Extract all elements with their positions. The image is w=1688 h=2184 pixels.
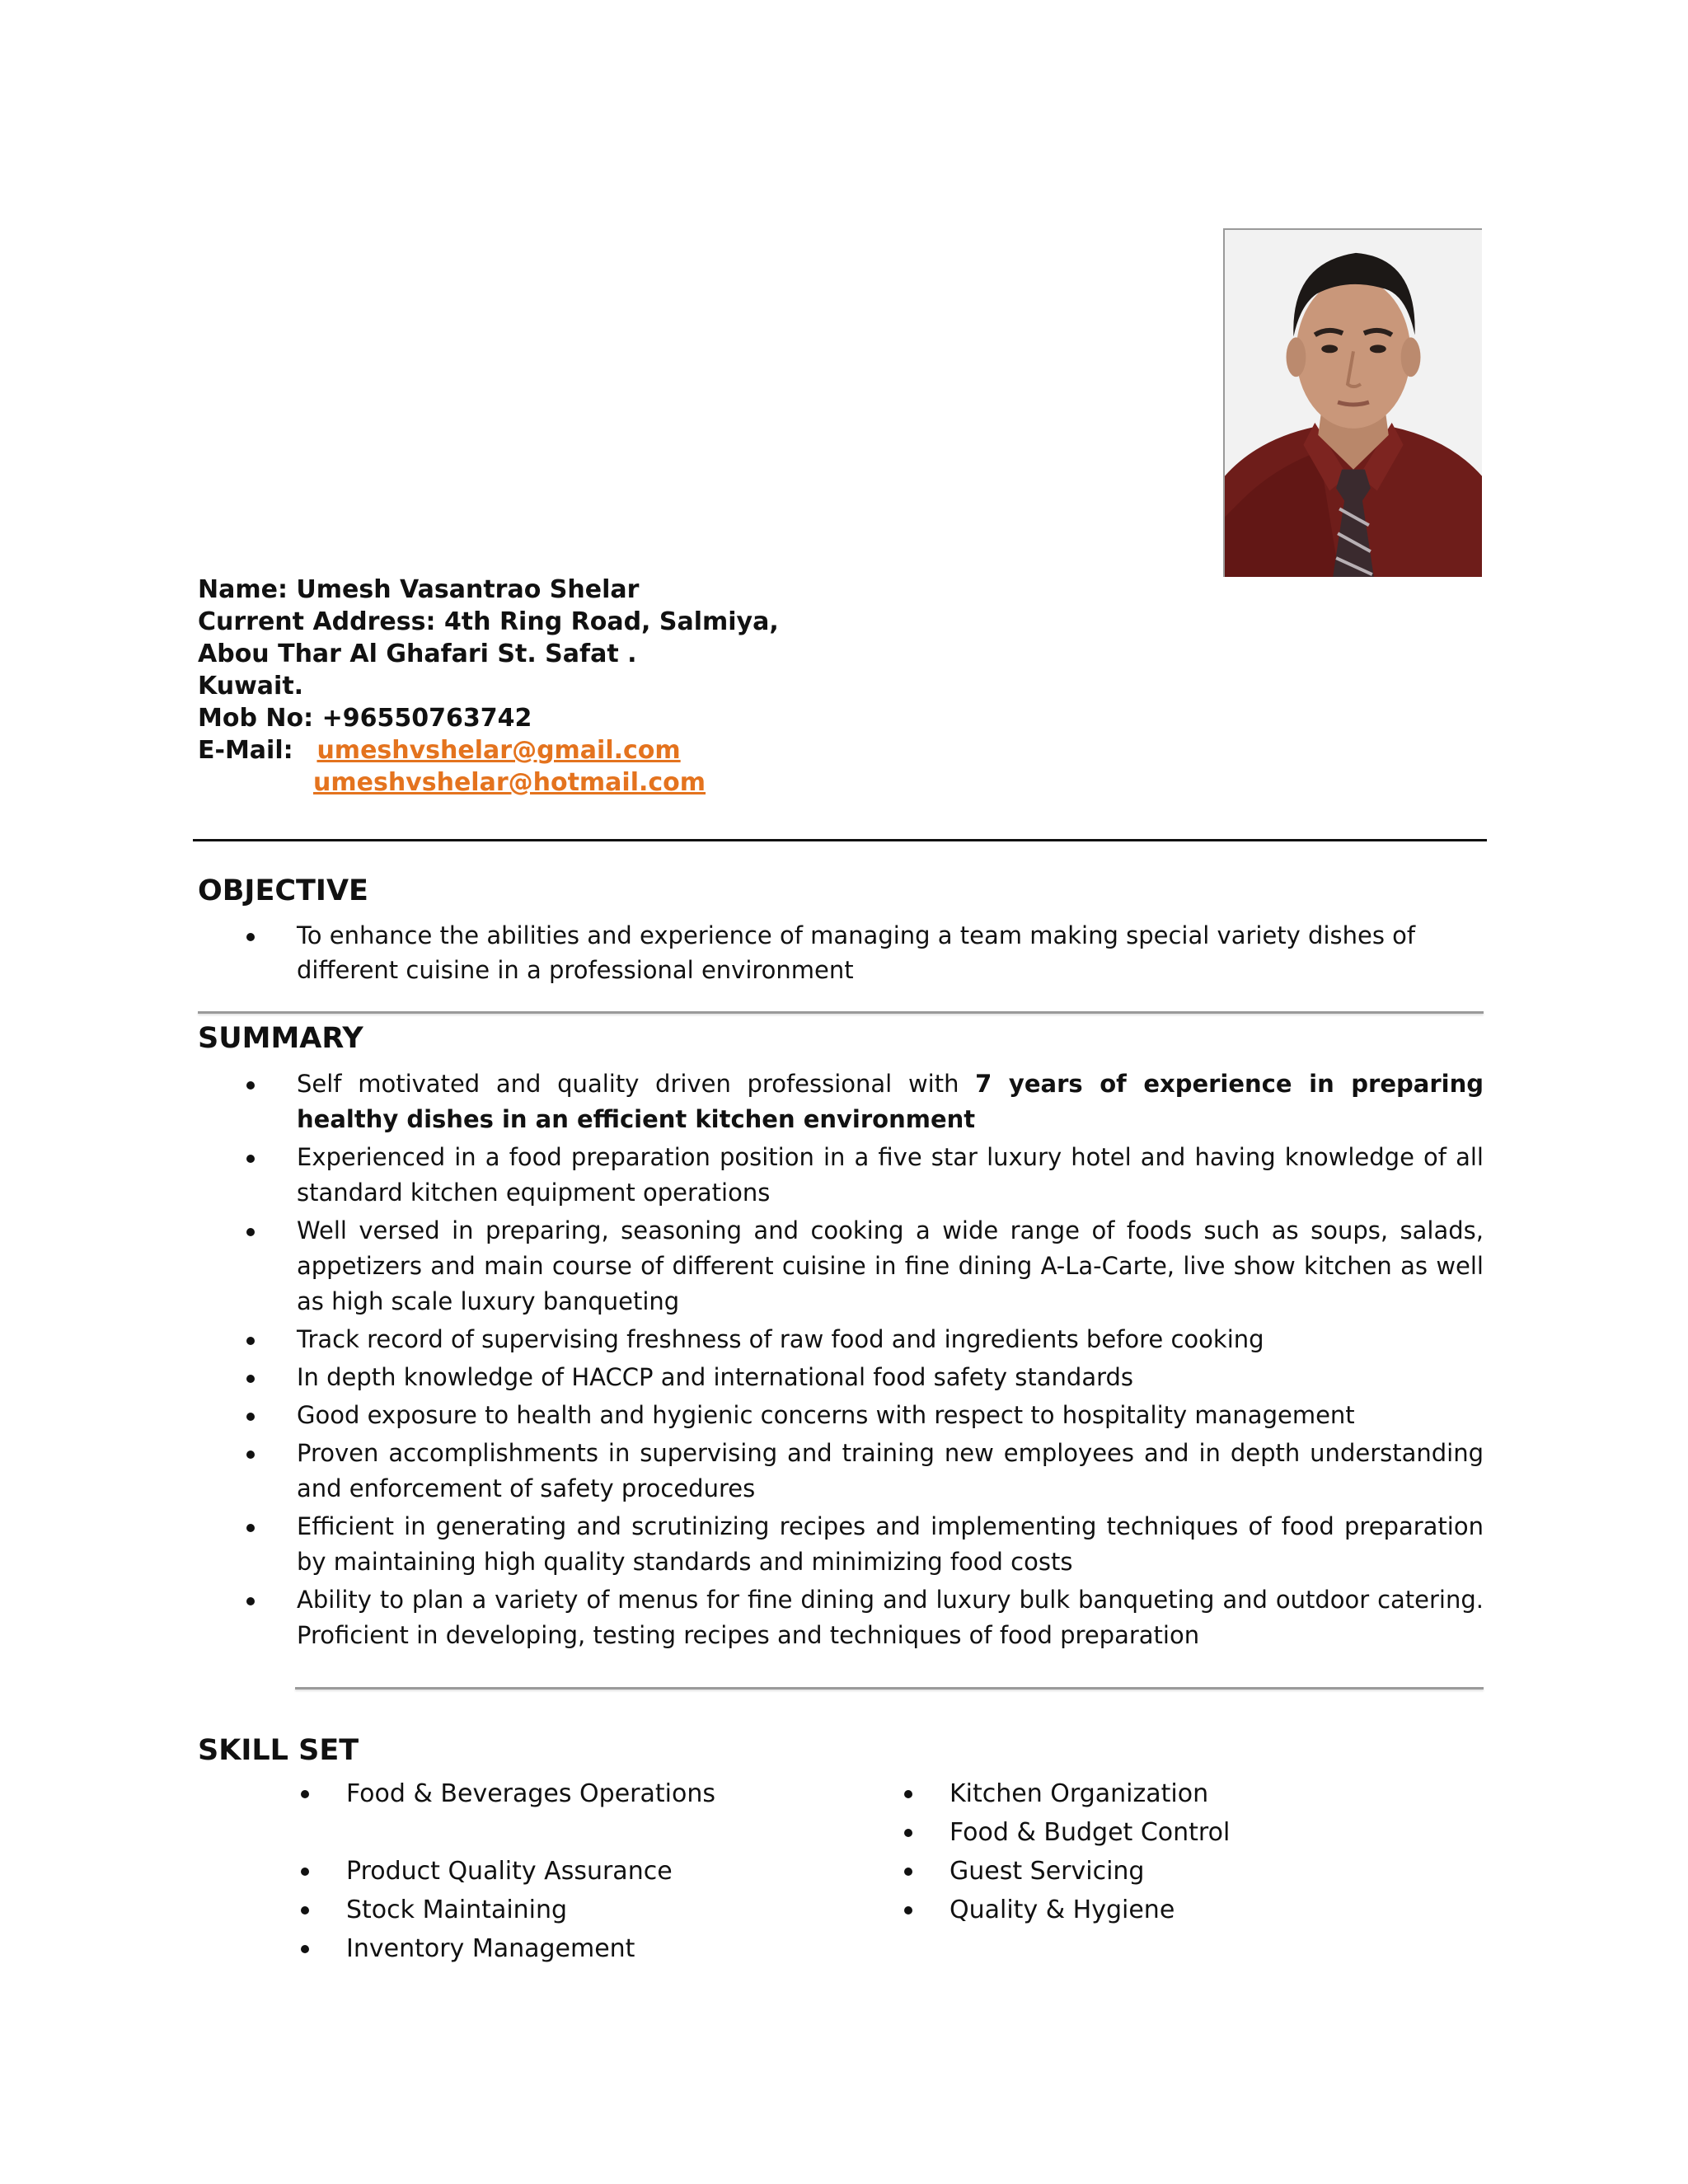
skill-item: Quality & Hygiene [900, 1891, 1230, 1929]
list-item: Well versed in preparing, seasoning and cooking a wide range of foods such as soups, salads, appetizers and main course of different cuisine in fine dining A-La-Carte, live show kitchen as well as high scale luxury banqueting [198, 1213, 1484, 1319]
skill-set-heading: SKILL SET [198, 1734, 359, 1767]
list-item: In depth knowledge of HACCP and international food safety standards [198, 1360, 1484, 1395]
skill-item: Guest Servicing [900, 1852, 1230, 1891]
mobile-label: Mob No: [198, 704, 314, 733]
email-link-hotmail[interactable]: umeshvshelar@hotmail.com [313, 768, 706, 797]
name-row [198, 574, 779, 606]
objective-divider [198, 1011, 1484, 1014]
list-item: Experienced in a food preparation position in a five star luxury hotel and having knowledge of all standard kitchen equipment operations [198, 1140, 1484, 1211]
list-item: Good exposure to health and hygienic concerns with respect to hospitality management [198, 1398, 1484, 1433]
summary-divider [295, 1687, 1484, 1690]
skill-item: Food & Budget Control [900, 1813, 1230, 1852]
list-item: Ability to plan a variety of menus for fine dining and luxury bulk banqueting and outdoor catering. Proficient in developing, testing recipes and techniques of food preparation [198, 1582, 1484, 1653]
email-row-2 [198, 766, 779, 799]
skills-right-column [900, 1774, 1230, 1929]
summary-list [198, 1066, 1484, 1656]
portrait-image [1225, 230, 1482, 577]
skills-left-column [297, 1774, 715, 1968]
summary-heading: SUMMARY [198, 1022, 363, 1055]
email-label: E-Mail: [198, 736, 293, 765]
summary-intro: Self motivated and quality driven professional with [297, 1070, 976, 1098]
address-line-3: Kuwait. [198, 672, 304, 701]
email-row [198, 734, 779, 766]
skill-item: Kitchen Organization [900, 1774, 1230, 1813]
skill-item: Food & Beverages Operations [297, 1774, 715, 1813]
mobile-number: +96550763742 [321, 704, 532, 733]
email-link-gmail[interactable]: umeshvshelar@gmail.com [316, 736, 681, 765]
header-divider [193, 839, 1487, 841]
objective-list [198, 918, 1484, 987]
skill-item: Inventory Management [297, 1929, 715, 1968]
profile-photo [1223, 228, 1482, 577]
contact-block [198, 574, 779, 799]
skill-item: Stock Maintaining [297, 1891, 715, 1929]
candidate-name: Umesh Vasantrao Shelar [296, 575, 640, 604]
objective-heading: OBJECTIVE [198, 874, 368, 907]
list-item: To enhance the abilities and experience of managing a team making special variety dishes of different cuisine in a professional environment [198, 918, 1484, 987]
summary-highlight: 7 years of experience in preparing healthy dishes in an efficient kitchen environment [297, 1070, 1484, 1133]
list-item: Proven accomplishments in supervising and training new employees and in depth understanding and enforcement of safety procedures [198, 1436, 1484, 1507]
skill-item: Product Quality Assurance [297, 1852, 715, 1891]
list-item: Efficient in generating and scrutinizing recipes and implementing techniques of food preparation by maintaining high quality standards and minimizing food costs [198, 1509, 1484, 1580]
address-label: Current Address: [198, 607, 436, 636]
list-item [198, 1066, 1484, 1137]
list-item: Track record of supervising freshness of raw food and ingredients before cooking [198, 1322, 1484, 1357]
name-label: Name: [198, 575, 288, 604]
address-line-1: 4th Ring Road, Salmiya, [443, 607, 779, 636]
address-row [198, 606, 779, 638]
address-line-2: Abou Thar Al Ghafari St. Safat . [198, 640, 637, 668]
mobile-row [198, 702, 779, 734]
